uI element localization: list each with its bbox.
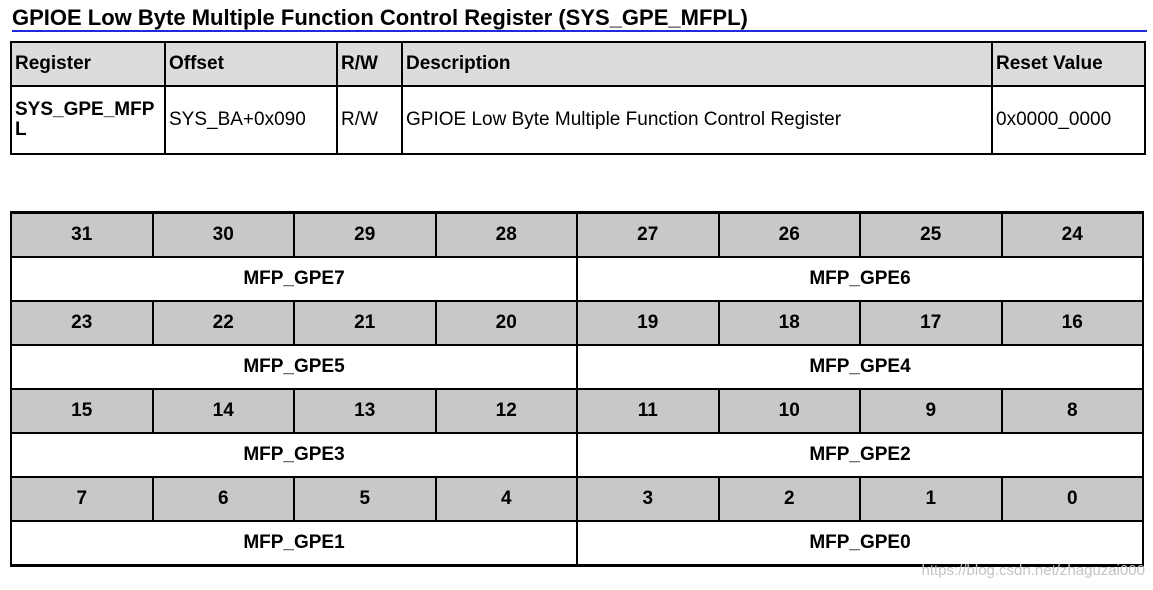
bit-field-cell: MFP_GPE3 — [11, 433, 577, 477]
bit-number-cell: 19 — [577, 301, 719, 345]
bit-number-cell: 13 — [294, 389, 436, 433]
document-title: GPIOE Low Byte Multiple Function Control Register (SYS_GPE_MFPL) — [12, 5, 748, 30]
bit-number-cell: 8 — [1002, 389, 1144, 433]
bit-number-cell: 28 — [436, 213, 578, 258]
bit-number-cell: 22 — [153, 301, 295, 345]
bit-number-row — [11, 389, 1143, 433]
bit-number-cell: 17 — [860, 301, 1002, 345]
reset-value-cell: 0x0000_0000 — [992, 86, 1145, 154]
title-underline — [12, 30, 1147, 32]
bit-number-cell: 5 — [294, 477, 436, 521]
bit-number-cell: 26 — [719, 213, 861, 258]
register-table-row — [11, 86, 1145, 154]
bit-field-row — [11, 433, 1143, 477]
bit-number-cell: 10 — [719, 389, 861, 433]
register-summary-table — [10, 41, 1146, 155]
bit-field-cell: MFP_GPE5 — [11, 345, 577, 389]
bit-number-cell: 7 — [11, 477, 153, 521]
bit-field-row — [11, 521, 1143, 566]
register-name-cell: SYS_GPE_MFPL — [11, 86, 165, 154]
bit-number-row — [11, 301, 1143, 345]
register-table-header-row — [11, 42, 1145, 86]
bit-number-cell: 27 — [577, 213, 719, 258]
bit-number-cell: 4 — [436, 477, 578, 521]
bit-number-cell: 21 — [294, 301, 436, 345]
header-rw: R/W — [337, 42, 402, 86]
bit-field-cell: MFP_GPE7 — [11, 257, 577, 301]
bit-number-cell: 0 — [1002, 477, 1144, 521]
bit-field-row — [11, 257, 1143, 301]
bit-number-cell: 12 — [436, 389, 578, 433]
bit-number-cell: 18 — [719, 301, 861, 345]
bit-field-cell: MFP_GPE4 — [577, 345, 1143, 389]
bit-number-cell: 20 — [436, 301, 578, 345]
bit-number-cell: 9 — [860, 389, 1002, 433]
watermark: https://blog.csdn.net/zhaguzai000 — [921, 562, 1145, 579]
header-reset-value: Reset Value — [992, 42, 1145, 86]
bit-number-cell: 15 — [11, 389, 153, 433]
bit-number-cell: 11 — [577, 389, 719, 433]
bit-number-cell: 16 — [1002, 301, 1144, 345]
bit-number-cell: 2 — [719, 477, 861, 521]
header-register: Register — [11, 42, 165, 86]
bit-number-cell: 1 — [860, 477, 1002, 521]
bit-field-cell: MFP_GPE6 — [577, 257, 1143, 301]
header-offset: Offset — [165, 42, 337, 86]
bit-number-row — [11, 213, 1143, 258]
offset-cell: SYS_BA+0x090 — [165, 86, 337, 154]
bit-number-cell: 6 — [153, 477, 295, 521]
bit-field-row — [11, 345, 1143, 389]
header-description: Description — [402, 42, 992, 86]
bit-field-cell: MFP_GPE2 — [577, 433, 1143, 477]
bit-number-cell: 29 — [294, 213, 436, 258]
bit-number-cell: 25 — [860, 213, 1002, 258]
bit-field-cell: MFP_GPE0 — [577, 521, 1143, 566]
description-cell: GPIOE Low Byte Multiple Function Control Register — [402, 86, 992, 154]
bit-field-table — [10, 211, 1144, 567]
bit-number-cell: 30 — [153, 213, 295, 258]
bit-number-cell: 14 — [153, 389, 295, 433]
rw-cell: R/W — [337, 86, 402, 154]
bit-field-cell: MFP_GPE1 — [11, 521, 577, 566]
bit-number-cell: 24 — [1002, 213, 1144, 258]
bit-number-cell: 31 — [11, 213, 153, 258]
bit-number-cell: 3 — [577, 477, 719, 521]
bit-number-cell: 23 — [11, 301, 153, 345]
bit-number-row — [11, 477, 1143, 521]
